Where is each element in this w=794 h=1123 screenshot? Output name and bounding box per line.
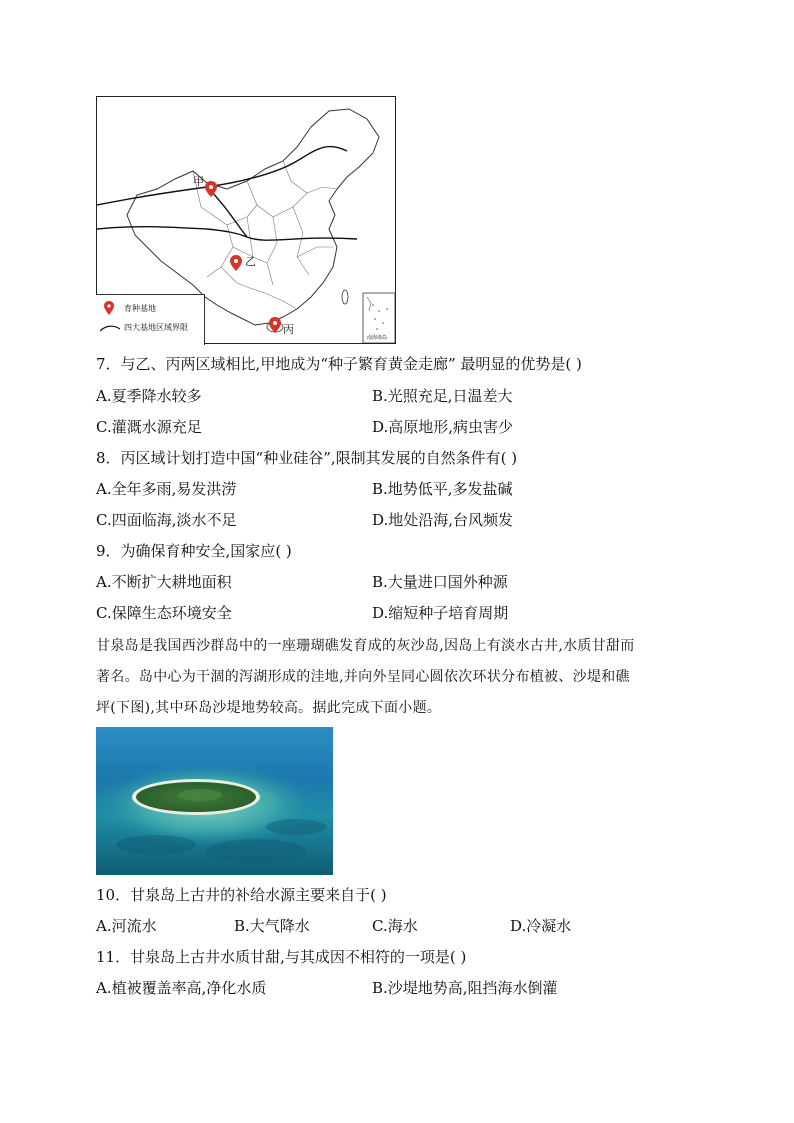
question-8-option-a: A.全年多雨,易发洪涝 bbox=[96, 480, 237, 498]
question-9-option-b: B.大量进口国外种源 bbox=[372, 573, 508, 591]
question-9-option-a: A.不断扩大耕地面积 bbox=[96, 573, 232, 591]
inset-label: 南海诸岛 bbox=[367, 335, 388, 341]
legend-marker-icon bbox=[104, 301, 114, 315]
passage-line-2: 著名。岛中心为干涸的泻湖形成的洼地,并向外呈同心圆依次环状分布植被、沙堤和礁 bbox=[96, 669, 630, 685]
map-label-jia: 甲 bbox=[193, 175, 204, 188]
question-11-option-a: A.植被覆盖率高,净化水质 bbox=[96, 979, 267, 997]
question-10-option-c: C.海水 bbox=[372, 917, 418, 935]
question-7-option-a: A.夏季降水较多 bbox=[96, 387, 202, 405]
question-7-option-c: C.灌溉水源充足 bbox=[96, 418, 202, 436]
question-7-option-d: D.高原地形,病虫害少 bbox=[372, 418, 514, 436]
question-8-option-b: B.地势低平,多发盐碱 bbox=[372, 480, 513, 498]
passage-line-1: 甘泉岛是我国西沙群岛中的一座珊瑚礁发育成的灰沙岛,因岛上有淡水古井,水质甘甜而 bbox=[96, 638, 635, 654]
passage-line-3: 坪(下图),其中环岛沙堤地势较高。据此完成下面小题。 bbox=[96, 700, 442, 716]
legend-marker-label: 育种基地 bbox=[124, 304, 156, 313]
question-8-stem: 8．丙区域计划打造中国“种业硅谷”,限制其发展的自然条件有( ) bbox=[96, 449, 518, 467]
question-10-option-d: D.冷凝水 bbox=[510, 917, 572, 935]
question-9-stem: 9．为确保育种安全,国家应( ) bbox=[96, 542, 292, 560]
map-label-bing: 丙 bbox=[283, 323, 294, 336]
island-aerial-photo bbox=[96, 727, 333, 875]
question-11-stem: 11．甘泉岛上古井水质甘甜,与其成因不相符的一项是( ) bbox=[96, 948, 467, 966]
question-10-option-a: A.河流水 bbox=[96, 917, 157, 935]
question-10-option-b: B.大气降水 bbox=[234, 917, 310, 935]
question-9-option-c: C.保障生态环境安全 bbox=[96, 604, 232, 622]
legend-line-label: 四大基地区域界限 bbox=[124, 323, 188, 332]
legend-line-icon bbox=[100, 323, 120, 333]
question-10-stem: 10．甘泉岛上古井的补给水源主要来自于( ) bbox=[96, 886, 387, 904]
question-8-option-c: C.四面临海,淡水不足 bbox=[96, 511, 237, 529]
taiwan-island bbox=[342, 290, 348, 304]
question-11-option-b: B.沙堤地势高,阻挡海水倒灌 bbox=[372, 979, 558, 997]
map-label-yi: 乙 bbox=[245, 255, 256, 268]
question-9-option-d: D.缩短种子培育周期 bbox=[372, 604, 509, 622]
map-legend bbox=[96, 294, 205, 345]
question-7-stem: 7．与乙、丙两区域相比,甲地成为“种子繁育黄金走廊” 最明显的优势是( ) bbox=[96, 355, 582, 373]
china-outline bbox=[127, 109, 379, 325]
question-7-option-b: B.光照充足,日温差大 bbox=[372, 387, 513, 405]
question-8-option-d: D.地处沿海,台风频发 bbox=[372, 511, 514, 529]
